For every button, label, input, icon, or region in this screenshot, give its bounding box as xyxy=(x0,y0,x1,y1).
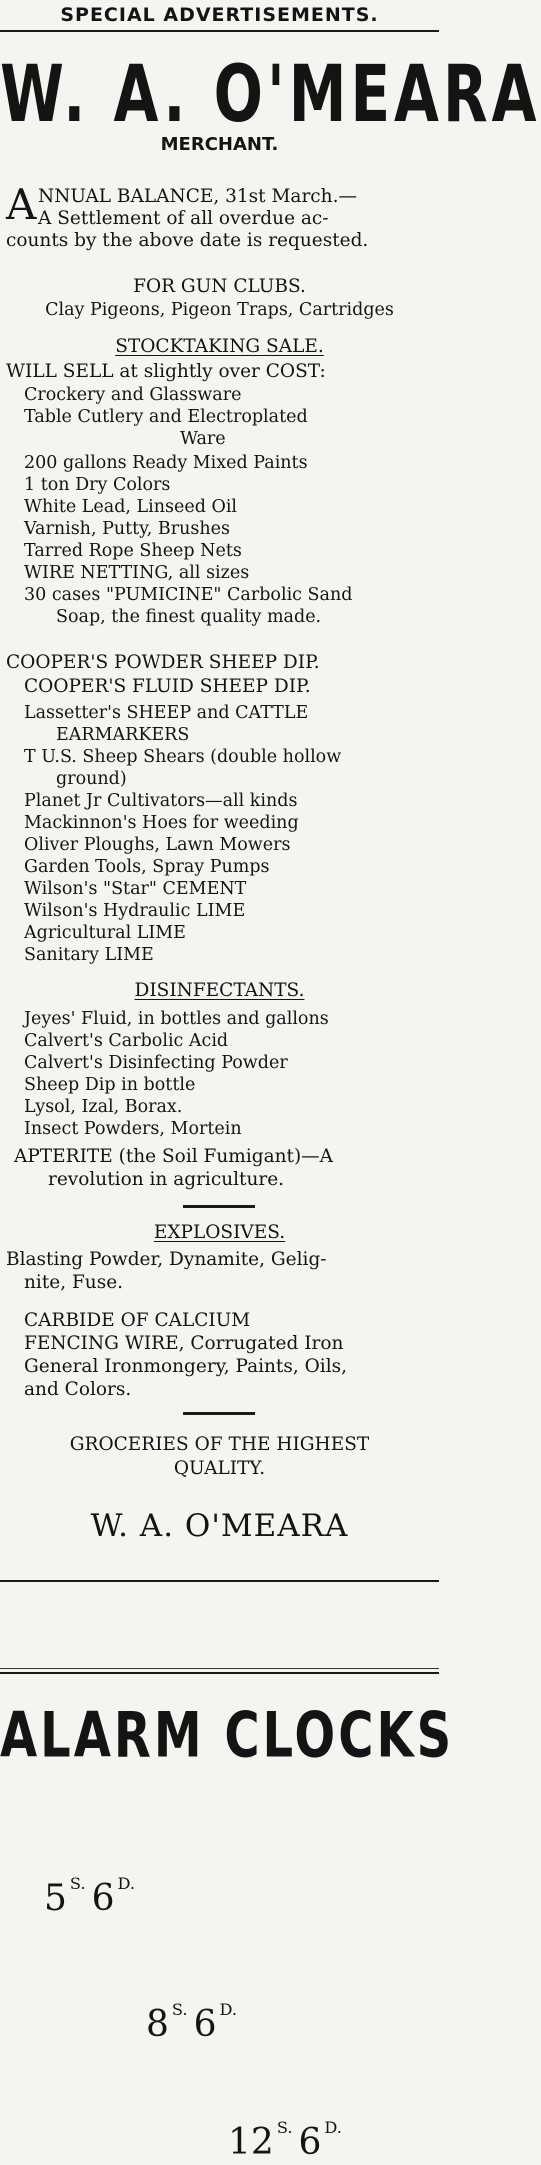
stock-item: 200 gallons Ready Mixed Paints xyxy=(24,453,308,473)
shilling-unit: S. xyxy=(69,1874,86,1893)
price-pence: 6 xyxy=(193,2004,217,2046)
disinfectant-item: Calvert's Disinfecting Powder xyxy=(24,1053,288,1073)
apterite-line-2: revolution in agriculture. xyxy=(48,1169,285,1190)
misc-line-3: General Ironmongery, Paints, Oils, xyxy=(24,1356,347,1377)
stock-item: Soap, the finest quality made. xyxy=(56,607,322,627)
apterite-line-1: APTERITE (the Soil Fumigant)—A xyxy=(14,1146,334,1167)
section-ornament xyxy=(183,1205,255,1208)
section-title: SPECIAL ADVERTISEMENTS. xyxy=(60,4,379,26)
merchant-subtitle: MERCHANT. xyxy=(160,134,279,155)
sheep-dip-item: Wilson's "Star" CEMENT xyxy=(24,879,247,899)
price-row xyxy=(146,1988,243,2047)
annual-balance-line-2: A Settlement of all overdue ac- xyxy=(38,208,329,229)
price-row xyxy=(228,2106,348,2165)
sheep-dip-item: Wilson's Hydraulic LIME xyxy=(24,901,246,921)
signature-name: W. A. O'MEARA xyxy=(90,1508,349,1544)
drop-cap: A xyxy=(6,180,37,229)
coopers-powder-line: COOPER'S POWDER SHEEP DIP. xyxy=(6,652,320,673)
explosives-line-2: nite, Fuse. xyxy=(24,1272,124,1293)
sheep-dip-item: ground) xyxy=(56,769,127,789)
disinfectant-item: Sheep Dip in bottle xyxy=(24,1075,196,1095)
pence-unit: D. xyxy=(117,1874,136,1893)
price-row xyxy=(44,1862,141,1921)
sheep-dip-item: Garden Tools, Spray Pumps xyxy=(24,857,270,877)
gun-clubs-heading: FOR GUN CLUBS. xyxy=(133,276,306,297)
explosives-line-1: Blasting Powder, Dynamite, Gelig- xyxy=(6,1249,327,1270)
explosives-heading: EXPLOSIVES. xyxy=(153,1222,286,1243)
stock-item: White Lead, Linseed Oil xyxy=(24,497,238,517)
misc-line-2: FENCING WIRE, Corrugated Iron xyxy=(24,1333,344,1354)
disinfectant-item: Insect Powders, Mortein xyxy=(24,1119,242,1139)
ad-separator-rule xyxy=(0,1672,439,1674)
price-shillings: 12 xyxy=(228,2122,274,2164)
price-shillings: 8 xyxy=(146,2004,169,2046)
stock-item: Varnish, Putty, Brushes xyxy=(24,519,230,539)
pence-unit: D. xyxy=(324,2118,342,2137)
alarm-clocks-banner: ALARM CLOCKS xyxy=(0,1699,455,1772)
sheep-dip-item: Agricultural LIME xyxy=(24,923,186,943)
shilling-unit: S. xyxy=(171,2000,188,2019)
stock-item: Crockery and Glassware xyxy=(24,385,242,405)
misc-line-1: CARBIDE OF CALCIUM xyxy=(24,1310,251,1331)
sheep-dip-item: Oliver Ploughs, Lawn Mowers xyxy=(24,835,291,855)
sheep-dip-item: Lassetter's SHEEP and CATTLE xyxy=(24,703,309,723)
disinfectant-item: Lysol, Izal, Borax. xyxy=(24,1097,183,1117)
pence-unit: D. xyxy=(219,2000,238,2019)
disinfectants-heading: DISINFECTANTS. xyxy=(134,980,305,1001)
annual-balance-line-3: counts by the above date is requested. xyxy=(6,230,369,251)
stock-item: Table Cutlery and Electroplated xyxy=(24,407,308,427)
ad-separator-rule xyxy=(0,1668,439,1669)
header-rule xyxy=(0,30,439,32)
sheep-dip-item: T U.S. Sheep Shears (double hollow xyxy=(24,747,342,767)
coopers-fluid-line: COOPER'S FLUID SHEEP DIP. xyxy=(24,676,311,697)
section-ornament xyxy=(183,1412,255,1415)
disinfectant-item: Calvert's Carbolic Acid xyxy=(24,1031,229,1051)
misc-line-4: and Colors. xyxy=(24,1379,132,1400)
price-pence: 6 xyxy=(298,2122,322,2164)
merchant-name-banner: W. A. O'MEARA xyxy=(0,48,541,140)
sheep-dip-item: EARMARKERS xyxy=(56,725,190,745)
price-shillings: 5 xyxy=(44,1878,67,1920)
disinfectant-item: Jeyes' Fluid, in bottles and gallons xyxy=(24,1009,329,1029)
stocktaking-heading: STOCKTAKING SALE. xyxy=(115,336,324,357)
price-pence: 6 xyxy=(91,1878,115,1920)
sheep-dip-item: Sanitary LIME xyxy=(24,945,154,965)
stock-item: Ware xyxy=(180,429,226,449)
stock-item: 30 cases "PUMICINE" Carbolic Sand xyxy=(24,585,353,605)
sheep-dip-item: Planet Jr Cultivators—all kinds xyxy=(24,791,298,811)
shilling-unit: S. xyxy=(276,2118,293,2137)
stock-item: WIRE NETTING, all sizes xyxy=(24,563,250,583)
groceries-line-2: QUALITY. xyxy=(173,1458,266,1479)
stock-item: Tarred Rope Sheep Nets xyxy=(24,541,242,561)
groceries-line-1: GROCERIES OF THE HIGHEST xyxy=(69,1434,370,1455)
gun-clubs-line: Clay Pigeons, Pigeon Traps, Cartridges xyxy=(45,300,394,320)
will-sell-line: WILL SELL at slightly over COST: xyxy=(6,361,326,382)
annual-balance-line-1: NNUAL BALANCE, 31st March.— xyxy=(38,186,357,207)
sheep-dip-item: Mackinnon's Hoes for weeding xyxy=(24,813,299,833)
ad-separator-rule xyxy=(0,1580,439,1582)
stock-item: 1 ton Dry Colors xyxy=(24,475,171,495)
